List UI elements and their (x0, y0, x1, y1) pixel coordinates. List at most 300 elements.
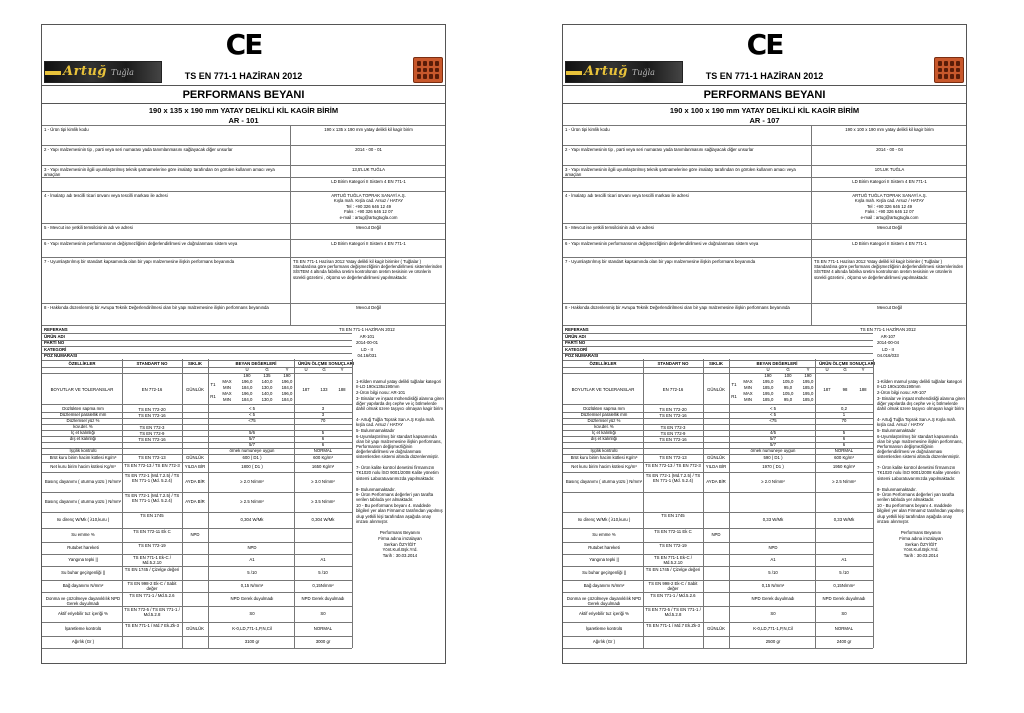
property-result: 6 (321, 436, 325, 441)
reference-value: 2014-00-01 (356, 340, 378, 346)
col-header-declared: BEYAN DEĞERLERİ (235, 361, 277, 366)
note-item: 8- Bulunmamaktadır. (877, 486, 917, 492)
decl-row-rule (563, 191, 967, 192)
property-name: Düzlemsel yüz % (66, 418, 100, 423)
property-standard: TS EN 772-19 (659, 543, 687, 548)
property-standard: TS EN 772-1 (Md.7.2.5) / TS EN 771-1 (Md. 5.2.4) (124, 473, 180, 484)
note-item: 3- Binalar ve inşaat mühendisliği alanına giren diğer yapılarda dış cephe ve iç bölmelerde dahil olmak üzere taşıyıcı olmayan kagir birim (356, 395, 444, 411)
property-standard: TS EN 772-11 Ek C (654, 529, 692, 534)
note-item: 1-Kilden mamul yatay delikli tuğlalar kategori II-LD 190x135x190mm (356, 379, 442, 390)
product-code: AR - 107 (749, 116, 780, 125)
table-col-divider (182, 359, 183, 648)
property-result: NORMAL (834, 448, 854, 453)
property-name: Düzlükten sapma mm (583, 406, 625, 411)
decl-value: 2014 - 00 - 04 (876, 147, 903, 152)
property-declared: 590 ( D1 ) (763, 455, 783, 460)
property-result: NORMAL (834, 626, 854, 631)
brick-hole (417, 61, 421, 66)
nominal-u: 190 (243, 373, 251, 378)
property-result: A1 (320, 557, 326, 562)
property-name: Donma ve çözülmeye dayanıklılık NPD Gerek duyulmadı (566, 596, 642, 607)
decl-label: 8 - Hakkında düzenlenmiş bir Avrupa Teknik Değerlendirilmesi olan bir yapı malzemesine ilişkin performans beyanında (44, 305, 269, 310)
note-item: 7- Ürün kalite kontrol denetimi firmamızın TK1020 nolu İSO 9001/2008 Kalite yönetim sistemi Laboratuvarımızda yapılmaktadır. (877, 465, 960, 481)
property-standard: TS EN 772-16 (138, 413, 166, 418)
reference-value: LD - II (882, 346, 894, 352)
nominal-u: 190 (764, 373, 772, 378)
decl-row-rule (563, 239, 967, 240)
col-header-frequency: SIKLIK (187, 361, 203, 366)
reference-label: PARTİ NO (44, 340, 65, 346)
decl-label: 4 - İmalatçı adı tescilli ticari ünvanı veya tescilli markası ile adresi (44, 193, 168, 198)
dimension-g: 95,0 (783, 397, 793, 402)
signoff-line: Performans Beyanını (900, 530, 942, 536)
property-row-rule (42, 472, 352, 473)
decl-row-rule (563, 303, 967, 304)
property-result: 0,15N/mm² (312, 583, 334, 588)
dimension-bottom-rule (563, 404, 873, 405)
dimension-result-g: 98 (842, 387, 848, 392)
property-row-rule (42, 622, 352, 623)
property-row-rule (563, 606, 873, 607)
property-result: 1950 Kg/m³ (832, 464, 856, 469)
property-name: Basınç dayanımı ( oturma yüzü ) N/mm² (565, 479, 643, 484)
property-declared: 5 /10 (247, 570, 257, 575)
decl-row-rule (42, 223, 446, 224)
reference-label: REFERANS (44, 327, 68, 332)
property-row-rule (42, 528, 352, 529)
decl-row-rule (563, 145, 967, 146)
note-item: 1-Kilden mamul yatay delikli tuğlalar kategori II-LD 190x100x190mm (877, 379, 963, 390)
decl-label: 2 - Yapı malzemesinin tip , parti veya seri numarası yada tanımlanmasını sağlayacak diğer unsurlar (44, 147, 233, 152)
decl-value: 190 x 135 x 190 mm yatay delikli kil kagir birim (324, 127, 413, 132)
property-declared: ≥ 2.0 N/mm² (761, 479, 785, 484)
property-standard: TS EN 771-1 / Md.7 Ek.Zk-3 (646, 623, 700, 628)
dimension-u: 185,0 (762, 397, 774, 402)
property-name: Bağ dayanımı N/mm² (583, 583, 625, 588)
dimension-label: BOYUTLAR VE TOLERANSLAR (50, 387, 114, 392)
col-header-u: U (245, 367, 249, 372)
brick-hole (423, 61, 427, 66)
property-standard: TS EN 771-1 / Md.5.2.6 (129, 593, 175, 598)
property-standard: TS EN 772-16 (659, 413, 687, 418)
reference-value: 2014-00-04 (877, 340, 899, 346)
property-declared: 5 /10 (768, 570, 778, 575)
property-result: 6 (842, 442, 846, 447)
dimension-y: 195,0 (802, 391, 814, 396)
property-name: Düzlükten sapma mm (62, 406, 104, 411)
property-frequency: AYDA BİR (185, 479, 205, 484)
property-standard: TS EN 771-1 / Md.5.2.6 (650, 593, 696, 598)
result-header-u: U (825, 367, 829, 372)
property-name: Yangına tepki || (589, 557, 619, 562)
dimension-y: 184,0 (281, 385, 293, 390)
dimension-u: 195,0 (762, 379, 774, 384)
document-title: PERFORMANS BEYANI (703, 89, 826, 101)
dimension-group: T1 (731, 382, 737, 387)
note-item: 2-Ürün bilgi nosu: AR-107 (877, 389, 927, 395)
dimension-y: 185,0 (802, 385, 814, 390)
property-frequency: NPD (190, 532, 200, 537)
property-declared: NPD Gerek duyulmadı (751, 596, 795, 601)
decl-row-rule (563, 165, 967, 166)
dimension-u: 184,0 (241, 397, 253, 402)
property-result: 5 /10 (318, 570, 328, 575)
decl-value: Mevcut Değil (877, 305, 902, 310)
property-standard: TS EN 772-16 (138, 437, 166, 442)
property-standard: TS EN 772-16 (659, 437, 687, 442)
property-declared: 1970 ( D1 ) (762, 464, 784, 469)
property-declared: < 5 (769, 406, 777, 411)
property-declared: 2500 gr (765, 639, 781, 644)
decl-row-rule (563, 223, 967, 224)
property-row-rule (563, 512, 873, 513)
property-name: dış et kalınlığı (69, 436, 97, 441)
result-header-u: U (304, 367, 308, 372)
property-standard: TS EN 772-1 (Md.7.2.5) / TS EN 771-1 (Md. 5.2.4) (124, 493, 180, 504)
dimension-g: 105,0 (782, 379, 794, 384)
note-item: 4- Artuğ Tuğla Toprak San.A.Ş Kışla mah. kışla cad. Arsuz / HATAY (877, 416, 957, 428)
property-row-rule (563, 492, 873, 493)
note-item: 6-Uyumlaştırılmış bir standart kapsamında olan bir yapı malzemesine ilişkin performans, Performansın değişmezliğinin değerlendirilmesi ve doğrulanması sistemlerden sistemi altında düzenlenmiştir. (356, 433, 442, 460)
dimension-g: 140,0 (261, 379, 273, 384)
note-item: 5- Bulunmamaktadır (877, 427, 916, 433)
property-row-rule (42, 606, 352, 607)
property-declared: 5/7 (770, 442, 776, 447)
property-result: 6 (842, 436, 846, 441)
manufacturer-address-line: Faks : +90 326 646 12 07 (865, 209, 914, 215)
property-declared: NPD Gerek duyulmadı (230, 596, 274, 601)
property-standard: TS EN 772-13 / TS EN 772-3 (124, 463, 180, 468)
dimension-standard: EN 772-16 (662, 387, 684, 392)
decl-value: 10'LUK TUĞLA (874, 167, 905, 172)
property-result: 3000 gr (315, 639, 331, 644)
result-header-g: G (843, 367, 847, 372)
dimension-frequency: GÜNLÜK (707, 387, 725, 392)
table-header-rule-2 (42, 373, 352, 374)
title-rule (563, 103, 966, 104)
dimension-result-u: 187 (823, 387, 831, 392)
document-title: PERFORMANS BEYANI (182, 89, 305, 101)
signoff-line: Yönt.Kurl.Bşk.Yrd. (903, 547, 939, 553)
dimension-limit: MIN (223, 397, 231, 402)
property-result: 0,15N/mm² (833, 583, 855, 588)
dimension-result-g: 133 (320, 387, 328, 392)
reference-value: TS EN 771-1 HAZİRAN 2012 (339, 327, 395, 332)
decl-row-rule (42, 145, 446, 146)
col-header-standard: STANDART NO (136, 361, 168, 366)
property-declared: 5/6 (249, 430, 255, 435)
nominal-g: 100 (784, 373, 792, 378)
property-row-rule (42, 592, 352, 593)
property-result: 3 (321, 406, 325, 411)
result-header-y: Y (340, 367, 344, 372)
note-item: 9- Ürün Performans değerleri yan tarafta verilen tabloda yer almaktadır. (356, 492, 434, 503)
decl-value: ARTUĞ TUĞLA TOPRAK SANAYİ A.Ş. (331, 193, 406, 198)
property-name: Su emme % (592, 532, 616, 537)
decl-value: Mevcut Değil (356, 305, 381, 310)
property-result: 1650 Kg/m³ (311, 464, 335, 469)
reference-value: TS EN 771-1 HAZİRAN 2012 (860, 327, 916, 332)
note-item: 10 - Bu performans beyanı 4. maddede bilgileri yer alan Firmamız tarafından yapılmış olup yetkili kişi tarafından aşağıda onay imzası alınmıştır. (877, 503, 964, 524)
property-result: 5 (321, 430, 325, 435)
property-standard: TS EN 772-13 (138, 455, 166, 460)
property-result: A1 (841, 557, 847, 562)
col-header-property: ÖZELLİKLER (589, 361, 617, 366)
property-frequency: GÜNLÜK (186, 455, 204, 460)
property-frequency: NPD (711, 532, 721, 537)
dimension-y: 185,0 (802, 397, 814, 402)
property-standard: TS EN 1745 / Çizelge değeri (645, 567, 701, 572)
brand-name: Artuğ (63, 64, 107, 79)
dimension-y: 196,0 (281, 391, 293, 396)
table-col-divider (122, 359, 123, 648)
property-standard: TS EN 772-11 Ek C (133, 529, 171, 534)
decl-value: LD Birim Kategori II Sistem 4 EN 771-1 (852, 179, 927, 184)
property-name: kov.del. % (594, 424, 614, 429)
note-item: 8- Bulunmamaktadır. (356, 486, 396, 492)
property-name: Aktif eriyebilir tuz içeriği % (579, 611, 629, 616)
property-name: Düzlemsel paralellik mm (59, 412, 107, 417)
table-col-divider (294, 359, 295, 648)
brick-hole (938, 61, 942, 66)
nominal-y: 190 (283, 373, 291, 378)
standard-title: TS EN 771-1 HAZİRAN 2012 (184, 71, 303, 81)
property-name: Basınç dayanımı ( oturma yüzü ) N/mm² (44, 479, 122, 484)
decl-value: LD Birim Kategori II Sistem 4 EN 771-1 (331, 179, 406, 184)
col-header-y: Y (806, 367, 810, 372)
property-standard: TS EN 998-2 Ek-C / Sabit değer (127, 581, 177, 592)
dimension-limit: MIN (223, 385, 231, 390)
property-declared: NPD (768, 545, 778, 550)
property-declared: 3100 gr (244, 639, 260, 644)
property-standard: TS EN 772-13 / TS EN 772-3 (645, 463, 701, 468)
dimension-limit: MIN (744, 385, 752, 390)
property-row-rule (42, 580, 352, 581)
property-standard: TS EN 772-9 (660, 431, 686, 436)
property-name: Net kuru birim hacim kütlesi Kg/m³ (50, 464, 116, 469)
title-rule (42, 103, 445, 104)
table-col-divider (352, 359, 353, 648)
dimension-limit: MAX (743, 379, 753, 384)
property-name: dış et kalınlığı (590, 436, 618, 441)
header-rule (563, 85, 966, 86)
decl-row-rule (42, 303, 446, 304)
decl-label: 4 - İmalatçı adı tescilli ticari ünvanı veya tescilli markası ile adresi (565, 193, 689, 198)
dimension-frequency: GÜNLÜK (186, 387, 204, 392)
decl-value: TS EN 771-1 Haziran 2012 Yatay delikli kil kagir birimler ( Tuğlalar ) Standardına göre performans değişmezliğinin değerlendirilmesi sistemlerinden SİSTEM 4 altında fabrika üretim kontrolünün üretim tesisinin ve ürünlerin sürekli gözetimi , ölçümü ve değerlendirilmesi yapılmaktadır. (293, 259, 443, 280)
nominal-y: 190 (804, 373, 812, 378)
property-result: NORMAL (313, 626, 333, 631)
dimension-result-y: 188 (859, 387, 867, 392)
property-result: 600 Kg/m³ (313, 455, 333, 460)
table-col-divider (729, 359, 730, 648)
property-standard: TS EN 1745 / Çizelge değeri (124, 567, 180, 572)
decl-label (44, 179, 286, 191)
property-standard: TS EN 771-1 Ek-C / Md.5.2.10 (133, 555, 171, 566)
reference-label: KATEGORİ (565, 346, 588, 352)
property-declared: 5/7 (249, 436, 255, 441)
property-declared: örnek numuneye uygun (229, 448, 275, 453)
property-declared: 600 ( D1 ) (242, 455, 262, 460)
brick-hole (950, 61, 954, 66)
dimension-y: 196,0 (281, 379, 293, 384)
table-header-rule (42, 367, 352, 368)
nominal-g: 135 (263, 373, 271, 378)
manufacturer-address-line: Faks : +90 326 646 12 07 (344, 209, 393, 215)
property-result: 3 (321, 412, 325, 417)
property-frequency: GÜNLÜK (707, 626, 725, 631)
declaration-sheet-ar101 (41, 24, 446, 664)
property-result: 70 (841, 418, 847, 423)
property-frequency: YILDA BİR (184, 464, 206, 469)
property-name: Rutubet hareketi (588, 545, 620, 550)
property-name: İşçilik kontrolü (590, 448, 618, 453)
decl-value: Mevcut Değil (356, 225, 381, 230)
decl-label: 2 - Yapı malzemesinin tip , parti veya seri numarası yada tanımlanmasını sağlayacak diğer unsurlar (565, 147, 754, 152)
brick-hole (435, 61, 439, 66)
property-name: Donma ve çözülmeye dayanıklılık NPD Gerek duyulmadı (45, 596, 121, 607)
property-declared: A1 (249, 557, 255, 562)
property-name: Ağırlık (Gr ) (71, 639, 95, 644)
note-item: 9- Ürün Performans değerleri yan tarafta verilen tabloda yer almaktadır. (877, 492, 955, 503)
brand-tagline: Tuğla (111, 68, 134, 77)
property-declared: S0 (249, 611, 255, 616)
brick-hole (956, 61, 960, 66)
col-header-results: ÜRÜN ÖLÇME SONUÇLARI (819, 361, 875, 366)
decl-label: 3 - Yapı malzemesinin ilgili uyumlaştırılmış teknik şartnamelerine göre imalatçı tarafından ön görülen kullanım amacı veya amaçları (565, 167, 796, 177)
decl-label: 3 - Yapı malzemesinin ilgili uyumlaştırılmış teknik şartnamelerine göre imalatçı tarafından ön görülen kullanım amacı veya amaçları (44, 167, 275, 177)
header-rule (42, 85, 445, 86)
signoff-line: Performans Beyanını (379, 530, 421, 536)
property-name: İşçilik kontrolü (69, 448, 97, 453)
note-item: 4- Artuğ Tuğla Toprak San.A.Ş Kışla mah. kışla cad. Arsuz / HATAY (356, 416, 436, 428)
dimension-limit: MAX (222, 391, 232, 396)
decl-row-rule (42, 257, 446, 258)
note-item: 10 - Bu performans beyanı 4. maddede bilgileri yer alan Firmamız tarafından yapılmış olup yetkili kişi tarafından aşağıda onay imzası alınmıştır. (356, 503, 443, 524)
ce-mark: CE (225, 28, 262, 61)
property-frequency: GÜNLÜK (186, 626, 204, 631)
dimension-limit: MIN (744, 397, 752, 402)
dimension-standard: EN 772-16 (141, 387, 163, 392)
property-row-rule (563, 462, 873, 463)
property-name: Su emme % (71, 532, 95, 537)
dimension-u: 196,0 (241, 379, 253, 384)
table-col-divider (703, 359, 704, 648)
decl-value: Mevcut Değil (877, 225, 902, 230)
brand-tagline: Tuğla (632, 68, 655, 77)
property-row-rule (563, 622, 873, 623)
product-title: 190 x 135 x 190 mm YATAY DELİKLİ KİL KAGİR BİRİM (148, 106, 339, 115)
property-frequency: AYDA BİR (706, 479, 726, 484)
decl-row-rule (563, 177, 967, 178)
property-name: İç et kalınlığı (70, 430, 96, 435)
col-header-results: ÜRÜN ÖLÇME SONUÇLARI (298, 361, 354, 366)
dimension-u: 184,0 (241, 385, 253, 390)
decl-row-rule (42, 191, 446, 192)
property-declared: 0,15 N/mm² (761, 583, 785, 588)
property-row-rule (42, 492, 352, 493)
decl-col-divider (290, 125, 291, 325)
signoff-line: Tarih : 30.03.2014 (903, 552, 939, 558)
property-name: İşaretleme kontrolü (585, 626, 623, 631)
reference-value: LD - II (361, 346, 373, 352)
col-header-property: ÖZELLİKLER (68, 361, 96, 366)
decl-row-rule (42, 325, 446, 326)
property-name: Basınç dayanımı ( oturma yüzü ) N/mm² (44, 499, 122, 504)
signoff-line: Firma adına imzalayan (899, 536, 943, 541)
col-header-g: G (786, 367, 790, 372)
property-row-rule (563, 580, 873, 581)
property-declared: 5/7 (249, 442, 255, 447)
decl-value: TS EN 771-1 Haziran 2012 Yatay delikli kil kagir birimler ( Tuğlalar ) Standardına göre performans değişmezliğinin değerlendirilmesi sistemlerinden SİSTEM 4 altında fabrika üretim kontrolünün üretim tesisinin ve ürünlerin sürekli gözetimi , ölçümü ve değerlendirilmesi yapılmaktadır. (814, 259, 964, 280)
col-header-g: G (265, 367, 269, 372)
reference-label: ÜRÜN ADI (565, 333, 586, 339)
property-standard: TS EN 771-1 / Md.7 Ek.Zk-3 (125, 623, 179, 628)
property-standard: TS EN 772-20 (138, 407, 166, 412)
brand-name: Artuğ (584, 64, 628, 79)
property-declared: <75 (769, 418, 777, 423)
col-header-declared: BEYAN DEĞERLERİ (756, 361, 798, 366)
property-name: İşaretleme kontrolü (64, 626, 102, 631)
result-header-y: Y (861, 367, 865, 372)
table-col-divider (208, 359, 209, 648)
property-name: Ağırlık (Gr ) (592, 639, 616, 644)
result-header-g: G (322, 367, 326, 372)
reference-label: POZ NUMARASI (565, 353, 599, 359)
dimension-limit: MAX (222, 379, 232, 384)
col-header-standard: STANDART NO (657, 361, 689, 366)
property-row-rule (563, 472, 873, 473)
property-frequency: AYDA BİR (185, 499, 205, 504)
manufacturer-address-line: e-mail : artug@artugtugla.com (860, 214, 919, 220)
note-item: 3- Binalar ve inşaat mühendisliği alanına giren diğer yapılarda dış cephe ve iç bölmelerde dahil olmak üzere taşıyıcı olmayan kagir birim (877, 395, 965, 411)
property-declared: < 5 (248, 412, 256, 417)
property-standard: TS EN 998-2 Ek-C / Sabit değer (648, 581, 698, 592)
decl-row-rule (563, 325, 967, 326)
reference-label: PARTİ NO (565, 340, 586, 346)
property-row-rule (563, 592, 873, 593)
table-col-divider (643, 359, 644, 648)
decl-value: LD Birim Kategori II Sistem 4 EN 771-1 (852, 241, 927, 246)
property-result: 0,2 (841, 406, 847, 411)
dimension-group: R1 (731, 394, 737, 399)
reference-label: POZ NUMARASI (44, 353, 78, 359)
property-row-rule (563, 636, 873, 637)
signoff-line: Serkan ÖZYİĞİT (384, 541, 416, 547)
decl-value: 13,5'LUK TUĞLA (352, 167, 385, 172)
dimension-bottom-rule (42, 404, 352, 405)
table-col-divider (815, 359, 816, 648)
property-declared: 1800 ( D1 ) (241, 464, 263, 469)
property-result: NPD Gerek duyulmadı (822, 596, 866, 601)
property-row-rule (42, 648, 352, 649)
property-declared: < 5 (248, 406, 256, 411)
property-result: S0 (320, 611, 326, 616)
property-standard: TS EN 772-5 / TS EN 771-1 / Md.5.2.8 (645, 607, 701, 618)
property-result: 0,304 W/Mk (311, 517, 335, 522)
property-name: Brüt kuru birim hacim kütlesi Kg/m³ (570, 455, 638, 460)
table-col-divider (873, 359, 874, 648)
property-name: Su buhar geçirgenliği || (61, 570, 105, 575)
dimension-result-u: 187 (302, 387, 310, 392)
property-row-rule (42, 512, 352, 513)
property-result: ≥ 2.5 N/mm² (832, 479, 856, 484)
property-name: Rutubet hareketi (67, 545, 99, 550)
property-standard: TS EN 772-3 (660, 425, 686, 430)
property-declared: örnek numuneye uygun (750, 448, 796, 453)
property-standard: TS EN 772-3 (139, 425, 165, 430)
property-declared: NPD (247, 545, 257, 550)
